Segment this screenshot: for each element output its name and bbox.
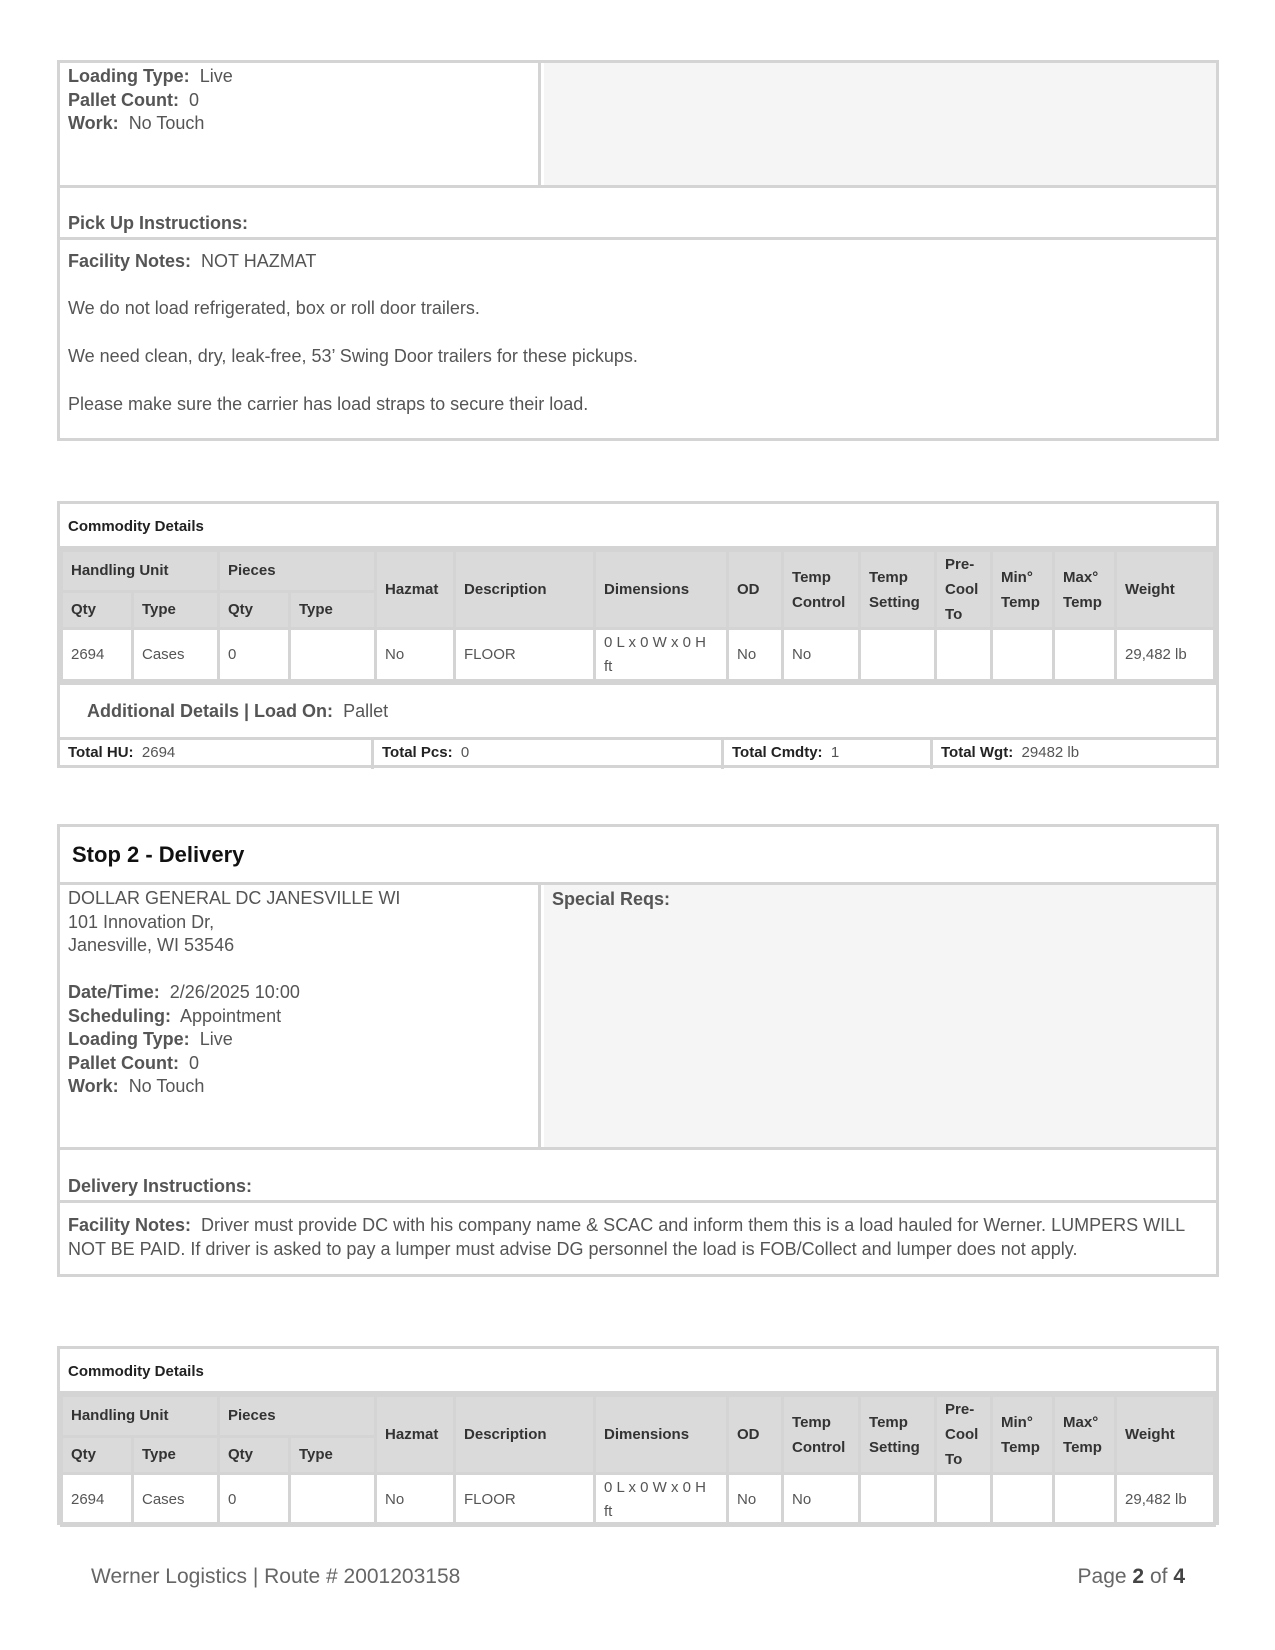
delivery-instructions-heading: Delivery Instructions: [60, 1147, 1216, 1203]
header-pc-qty: Qty [219, 1436, 290, 1473]
facility-notes-label: Facility Notes: [68, 1215, 192, 1235]
work-label: Work: [68, 113, 119, 133]
note-line: Please make sure the carrier has load straps to secure their load. [68, 394, 589, 414]
special-reqs-panel [544, 885, 1216, 1147]
header-od: OD [728, 1396, 783, 1474]
total-cmdty-label: Total Cmdty: [732, 744, 823, 761]
pallet-count-value: 0 [189, 1052, 200, 1073]
header-min-temp: Min° Temp [992, 551, 1054, 629]
total-wgt-label: Total Wgt: [941, 744, 1014, 761]
header-max-temp: Max° Temp [1054, 1396, 1116, 1474]
header-pc-type: Type [290, 1436, 376, 1473]
cell-description: FLOOR [455, 1474, 595, 1526]
stop2-details [60, 885, 541, 1147]
commodity-details-1 [57, 501, 1219, 768]
delivery-facility-notes [60, 1213, 1216, 1261]
stop1-details [60, 63, 541, 185]
header-description: Description [455, 1396, 595, 1474]
cell-hu-qty: 2694 [62, 1474, 133, 1526]
footer-page-number [1078, 1565, 1185, 1589]
cell-description: FLOOR [455, 629, 595, 681]
cell-hu-type: Cases [133, 1474, 219, 1526]
header-od: OD [728, 551, 783, 629]
pickup-facility-notes [60, 249, 1216, 416]
scheduling-value: Appointment [180, 1005, 282, 1026]
stop-title: Stop 2 - Delivery [60, 827, 1216, 885]
header-hazmat: Hazmat [376, 1396, 455, 1474]
header-temp-setting: Temp Setting [860, 1396, 936, 1474]
cell-pre-cool-to [936, 1474, 992, 1526]
cell-pc-qty: 0 [219, 1474, 290, 1526]
cell-temp-control: No [783, 1474, 860, 1526]
additional-details-value: Pallet [343, 701, 389, 721]
cell-od: No [728, 1474, 783, 1526]
header-hu-qty: Qty [62, 1436, 133, 1473]
address-line-1: 101 Innovation Dr, [68, 911, 215, 932]
total-wgt [933, 740, 1216, 769]
facility-name: DOLLAR GENERAL DC JANESVILLE WI [68, 888, 401, 908]
header-dimensions: Dimensions [595, 551, 728, 629]
header-temp-control: Temp Control [783, 551, 860, 629]
pallet-count-label: Pallet Count: [68, 1052, 179, 1073]
total-hu [60, 740, 374, 769]
commodity-table [60, 1394, 1216, 1527]
header-pieces: Pieces [219, 551, 376, 592]
total-pcs [374, 740, 724, 769]
table-row [62, 1474, 1215, 1526]
pallet-count-value: 0 [189, 89, 200, 110]
total-hu-label: Total HU: [68, 744, 134, 761]
page-prefix: Page [1077, 1565, 1127, 1588]
page-of: of [1149, 1565, 1168, 1588]
cell-pc-type [290, 1474, 376, 1526]
cell-pre-cool-to [936, 629, 992, 681]
page-current: 2 [1132, 1565, 1145, 1588]
special-reqs-panel [544, 63, 1216, 185]
header-weight: Weight [1116, 551, 1215, 629]
header-temp-control: Temp Control [783, 1396, 860, 1474]
cell-hu-qty: 2694 [62, 629, 133, 681]
note-line: We do not load refrigerated, box or roll door trailers. [68, 298, 480, 318]
loading-type-value: Live [199, 66, 233, 86]
commodity-caption: Commodity Details [60, 504, 1216, 549]
header-min-temp: Min° Temp [992, 1396, 1054, 1474]
total-pcs-value: 0 [460, 744, 470, 761]
additional-details [60, 682, 1216, 737]
header-pieces: Pieces [219, 1396, 376, 1437]
stop2-delivery [57, 824, 1219, 1277]
header-handling-unit: Handling Unit [62, 1396, 219, 1437]
totals-row [60, 737, 1216, 769]
cell-hazmat: No [376, 629, 455, 681]
facility-notes-value: NOT HAZMAT [201, 251, 317, 271]
header-weight: Weight [1116, 1396, 1215, 1474]
cell-max-temp [1054, 1474, 1116, 1526]
cell-weight: 29,482 lb [1116, 1474, 1215, 1526]
header-pre-cool-to: Pre-Cool To [936, 1396, 992, 1474]
header-hu-qty: Qty [62, 591, 133, 628]
scheduling-label: Scheduling: [68, 1005, 171, 1026]
datetime-label: Date/Time: [68, 982, 160, 1002]
cell-dimensions: 0 L x 0 W x 0 H ft [595, 1474, 728, 1526]
commodity-caption: Commodity Details [60, 1349, 1216, 1394]
loading-type-value: Live [199, 1029, 233, 1049]
pallet-count-label: Pallet Count: [68, 89, 179, 110]
header-temp-setting: Temp Setting [860, 551, 936, 629]
header-dimensions: Dimensions [595, 1396, 728, 1474]
cell-max-temp [1054, 629, 1116, 681]
page-total: 4 [1173, 1565, 1185, 1588]
header-pc-qty: Qty [219, 591, 290, 628]
loading-type-label: Loading Type: [68, 66, 190, 86]
cell-temp-setting [860, 629, 936, 681]
facility-notes-value: Driver must provide DC with his company name & SCAC and inform them this is a load hauled for Werner. LUMPERS WILL NOT BE PAID. If driver is asked to pay a lumper must advise DG personnel the load is FOB/Collect and lumper does not apply. [68, 1215, 1185, 1259]
table-row [62, 629, 1215, 681]
commodity-details-2 [57, 1346, 1219, 1525]
cell-hu-type: Cases [133, 629, 219, 681]
datetime-value: 2/26/2025 10:00 [169, 982, 300, 1002]
footer-route: Werner Logistics | Route # 2001203158 [91, 1565, 461, 1588]
cell-pc-qty: 0 [219, 629, 290, 681]
header-description: Description [455, 551, 595, 629]
address-line-2: Janesville, WI 53546 [68, 935, 235, 955]
header-hazmat: Hazmat [376, 551, 455, 629]
note-line: We need clean, dry, leak-free, 53’ Swing Door trailers for these pickups. [68, 346, 638, 366]
total-pcs-label: Total Pcs: [382, 744, 453, 761]
cell-dimensions: 0 L x 0 W x 0 H ft [595, 629, 728, 681]
cell-weight: 29,482 lb [1116, 629, 1215, 681]
work-value: No Touch [128, 113, 205, 133]
header-pc-type: Type [290, 591, 376, 628]
cell-pc-type [290, 629, 376, 681]
special-reqs-label: Special Reqs: [552, 889, 671, 909]
header-hu-type: Type [133, 1436, 219, 1473]
facility-notes-label: Facility Notes: [68, 251, 192, 271]
total-wgt-value: 29482 lb [1021, 744, 1080, 761]
work-label: Work: [68, 1076, 119, 1096]
cell-hazmat: No [376, 1474, 455, 1526]
total-hu-value: 2694 [141, 744, 176, 761]
header-hu-type: Type [133, 591, 219, 628]
cell-temp-setting [860, 1474, 936, 1526]
pickup-instructions-heading: Pick Up Instructions: [60, 185, 1216, 240]
loading-type-label: Loading Type: [68, 1029, 190, 1049]
work-value: No Touch [128, 1076, 205, 1096]
additional-details-label: Additional Details | Load On: [87, 701, 334, 721]
stop1-continuation [57, 60, 1219, 441]
commodity-table [60, 549, 1216, 682]
header-max-temp: Max° Temp [1054, 551, 1116, 629]
header-pre-cool-to: Pre-Cool To [936, 551, 992, 629]
cell-temp-control: No [783, 629, 860, 681]
total-cmdty-value: 1 [830, 744, 840, 761]
cell-min-temp [992, 1474, 1054, 1526]
header-handling-unit: Handling Unit [62, 551, 219, 592]
cell-od: No [728, 629, 783, 681]
total-cmdty [724, 740, 933, 769]
cell-min-temp [992, 629, 1054, 681]
